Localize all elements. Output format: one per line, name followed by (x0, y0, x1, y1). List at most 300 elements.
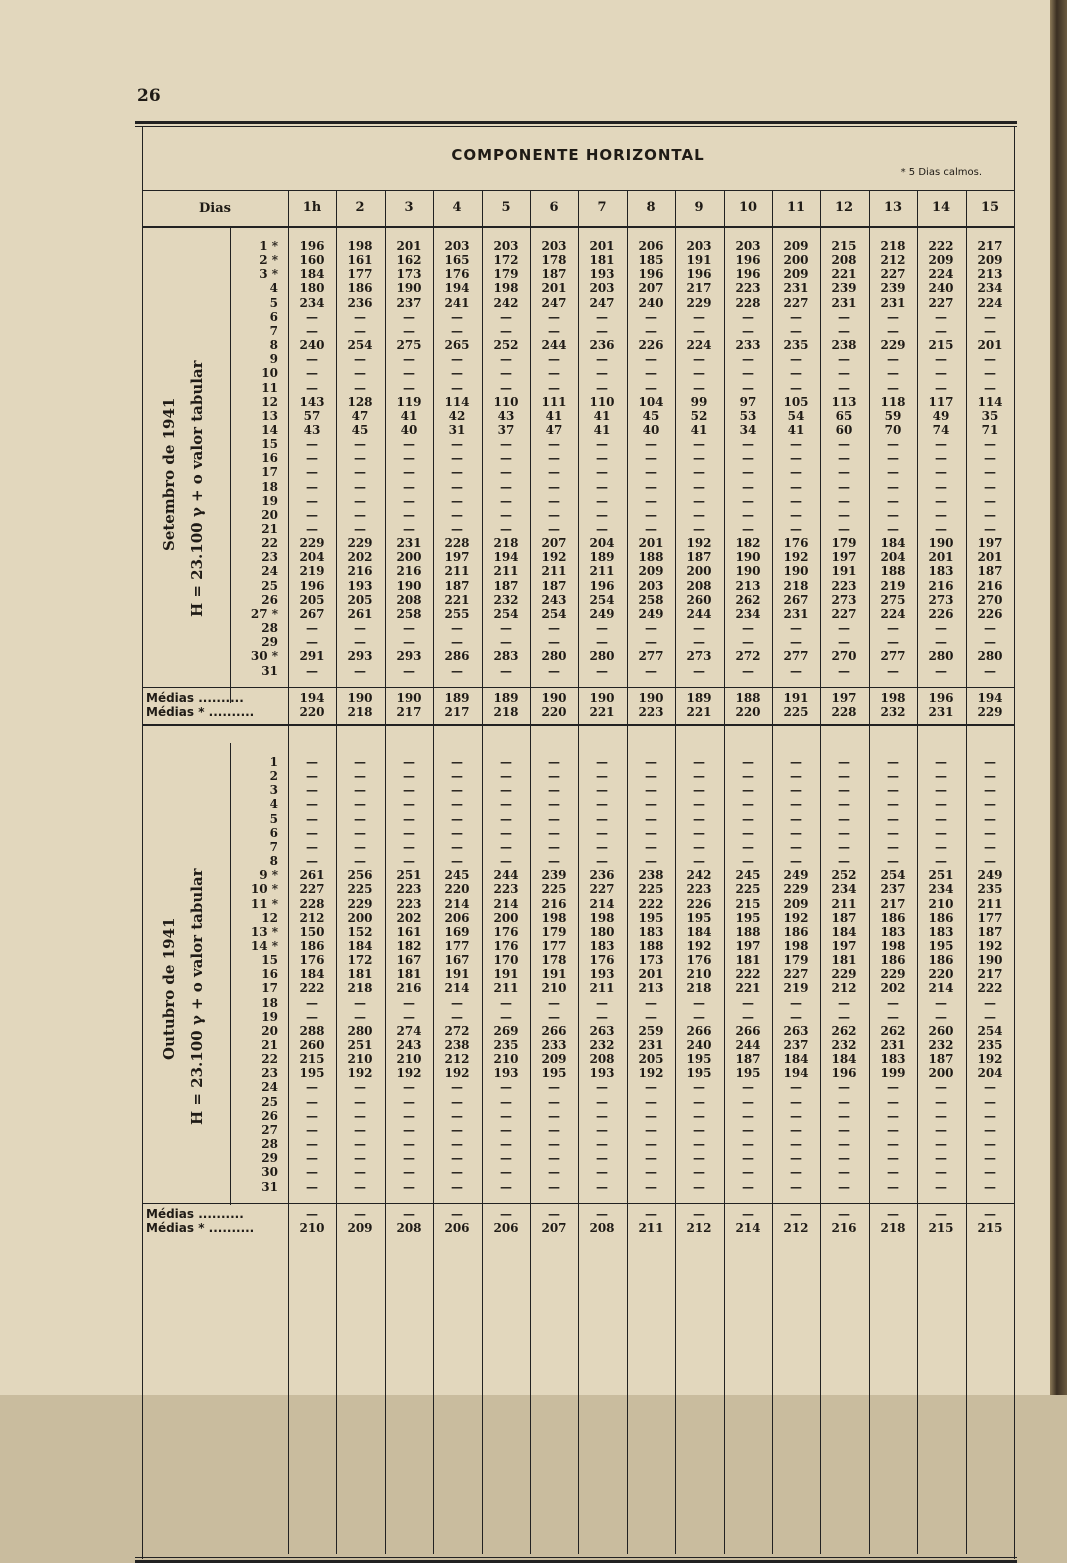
table-cell: — (548, 1151, 560, 1166)
table-cell: — (742, 854, 754, 869)
table-cell: — (790, 635, 802, 650)
table-cell: — (354, 1094, 366, 1109)
table-cell: 203 (493, 239, 519, 253)
table-cell: 196 (299, 578, 325, 593)
table-cell: 195 (686, 1066, 712, 1081)
table-cell: 183 (880, 924, 906, 939)
table-cell: 170 (493, 953, 519, 968)
table-cell: — (645, 507, 657, 522)
table-cell: — (742, 309, 754, 324)
table-cell: — (306, 1122, 318, 1137)
table-cell: 210 (493, 1052, 519, 1067)
table-cell: — (596, 522, 608, 536)
table-cell: 208 (589, 1052, 615, 1067)
table-cell: 172 (493, 253, 519, 268)
table-cell: 216 (541, 896, 567, 911)
table-cell: — (838, 1165, 850, 1180)
table-cell: 182 (735, 536, 761, 551)
table-cell: 267 (783, 592, 809, 607)
medias-calm-label: Médias * .......... (146, 1220, 255, 1235)
table-cell: 244 (686, 606, 712, 621)
table-cell: — (984, 1151, 996, 1166)
table-cell: 71 (981, 422, 999, 437)
medias-calm-cell: 215 (977, 1220, 1003, 1235)
table-cell: — (403, 1094, 415, 1109)
table-cell: — (306, 1108, 318, 1123)
section-month-title: Setembro de 1941 (160, 397, 178, 551)
table-cell: — (451, 493, 463, 508)
table-cell: 186 (880, 910, 906, 925)
table-cell: 211 (589, 981, 615, 996)
table-cell: 216 (396, 564, 422, 579)
table-cell: 181 (589, 253, 615, 268)
medias-cell: — (693, 1206, 705, 1221)
table-cell: — (693, 1080, 705, 1095)
table-cell: 249 (589, 606, 615, 621)
table-cell: — (935, 1151, 947, 1166)
table-cell: — (354, 839, 366, 854)
table-cell: 227 (928, 295, 954, 310)
table-cell: — (500, 797, 512, 812)
table-cell: 190 (396, 281, 422, 296)
table-cell: 229 (347, 896, 373, 911)
table-cell: 195 (735, 910, 761, 925)
day-label: 12 (261, 394, 278, 409)
table-cell: — (596, 1094, 608, 1109)
table-cell: — (984, 309, 996, 324)
table-cell: — (306, 1151, 318, 1166)
table-cell: — (451, 783, 463, 798)
table-cell: 222 (977, 981, 1003, 996)
medias-calm-cell: 212 (783, 1220, 809, 1235)
table-cell: 191 (686, 253, 712, 268)
table-cell: 212 (444, 1052, 470, 1067)
table-cell: — (596, 507, 608, 522)
column-divider (336, 191, 337, 1554)
table-cell: 41 (690, 422, 708, 437)
table-cell: — (838, 1080, 850, 1095)
table-cell: — (645, 1009, 657, 1024)
table-cell: 183 (880, 1052, 906, 1067)
table-cell: — (306, 854, 318, 869)
table-cell: 280 (589, 649, 615, 664)
table-cell: — (742, 479, 754, 494)
table-cell: 254 (589, 592, 615, 607)
day-label: 27 * (250, 606, 278, 621)
table-cell: 201 (638, 967, 664, 982)
table-cell: 235 (977, 882, 1003, 897)
medias-calm-cell: 229 (977, 704, 1003, 719)
table-cell: — (500, 309, 512, 324)
table-cell: 192 (444, 1066, 470, 1081)
table-cell: 267 (299, 606, 325, 621)
table-cell: 270 (831, 649, 857, 664)
table-cell: 176 (493, 924, 519, 939)
table-cell: — (984, 797, 996, 812)
table-cell: — (742, 1094, 754, 1109)
table-cell: 192 (347, 1066, 373, 1081)
table-cell: — (306, 783, 318, 798)
column-divider (530, 191, 531, 1554)
table-cell: 212 (299, 910, 325, 925)
table-cell: — (693, 309, 705, 324)
table-cell: 211 (493, 981, 519, 996)
table-cell: 215 (735, 896, 761, 911)
table-cell: 181 (396, 967, 422, 982)
table-cell: 173 (396, 267, 422, 282)
table-cell: — (645, 437, 657, 452)
table-cell: 205 (638, 1052, 664, 1067)
table-cell: — (790, 1122, 802, 1137)
day-label: 21 (261, 522, 278, 536)
table-cell: — (742, 1151, 754, 1166)
table-cell: — (354, 635, 366, 650)
table-cell: 183 (928, 924, 954, 939)
table-cell: 254 (493, 606, 519, 621)
table-cell: — (887, 380, 899, 395)
table-cell: — (403, 437, 415, 452)
table-cell: 191 (541, 967, 567, 982)
table-cell: — (500, 769, 512, 784)
table-cell: — (935, 755, 947, 769)
table-cell: 240 (928, 281, 954, 296)
table-cell: — (403, 663, 415, 678)
table-cell: — (742, 1165, 754, 1180)
day-label: 26 (261, 1108, 278, 1123)
table-cell: — (500, 663, 512, 678)
table-cell: — (693, 323, 705, 338)
table-cell: — (596, 1108, 608, 1123)
table-cell: — (403, 1009, 415, 1024)
day-label: 3 (269, 783, 278, 798)
table-cell: — (887, 854, 899, 869)
table-cell: — (451, 522, 463, 536)
table-cell: — (790, 663, 802, 678)
dias-header: Dias (199, 201, 231, 216)
table-cell: 219 (299, 564, 325, 579)
table-cell: — (935, 797, 947, 812)
table-cell: 206 (638, 239, 664, 253)
table-cell: — (451, 621, 463, 636)
table-cell: 245 (444, 868, 470, 883)
table-cell: 223 (831, 578, 857, 593)
table-cell: — (838, 995, 850, 1010)
table-cell: 128 (347, 394, 373, 409)
table-cell: 197 (831, 938, 857, 953)
table-cell: — (838, 1137, 850, 1152)
table-cell: — (451, 1179, 463, 1194)
medias-cell: 190 (396, 690, 422, 705)
table-cell: 181 (347, 967, 373, 982)
table-cell: — (838, 493, 850, 508)
table-cell: — (354, 663, 366, 678)
table-cell: — (500, 621, 512, 636)
table-cell: — (984, 783, 996, 798)
table-cell: 201 (396, 239, 422, 253)
table-cell: — (887, 811, 899, 826)
right-border (1014, 126, 1015, 1559)
day-label: 1 (269, 755, 278, 769)
table-cell: — (742, 825, 754, 840)
table-cell: 226 (686, 896, 712, 911)
table-cell: 187 (977, 564, 1003, 579)
column-divider (966, 191, 967, 1554)
table-cell: 192 (638, 1066, 664, 1081)
table-cell: — (742, 522, 754, 536)
table-cell: — (451, 1108, 463, 1123)
table-cell: — (693, 507, 705, 522)
table-cell: — (838, 507, 850, 522)
table-cell: 203 (589, 281, 615, 296)
medias-label: Médias .......... (146, 690, 244, 705)
table-cell: — (693, 366, 705, 381)
day-label: 28 (261, 621, 278, 636)
table-cell: 215 (928, 338, 954, 353)
table-cell: — (887, 635, 899, 650)
table-cell: 218 (783, 578, 809, 593)
table-cell: — (742, 783, 754, 798)
table-cell: — (645, 783, 657, 798)
column-divider (482, 191, 483, 1554)
table-cell: 260 (686, 592, 712, 607)
table-cell: — (500, 1080, 512, 1095)
table-cell: — (838, 663, 850, 678)
day-label: 19 (261, 493, 278, 508)
table-cell: 262 (880, 1023, 906, 1038)
table-cell: — (887, 1108, 899, 1123)
table-cell: 223 (396, 896, 422, 911)
table-cell: — (596, 437, 608, 452)
table-cell: 258 (638, 592, 664, 607)
table-cell: 223 (735, 281, 761, 296)
table-cell: 251 (347, 1038, 373, 1052)
day-label: 26 (261, 592, 278, 607)
table-cell: — (306, 493, 318, 508)
table-cell: — (693, 352, 705, 367)
table-cell: 213 (977, 267, 1003, 282)
table-cell: — (548, 811, 560, 826)
table-cell: 192 (977, 938, 1003, 953)
table-cell: 226 (977, 606, 1003, 621)
table-cell: 117 (928, 394, 954, 409)
table-cell: 200 (928, 1066, 954, 1081)
table-cell: — (548, 663, 560, 678)
table-cell: 186 (783, 924, 809, 939)
column-divider (288, 191, 289, 1554)
table-cell: — (790, 1137, 802, 1152)
table-cell: 178 (541, 953, 567, 968)
table-cell: — (403, 465, 415, 480)
table-cell: — (935, 437, 947, 452)
table-cell: — (306, 352, 318, 367)
day-label: 5 (269, 295, 278, 310)
table-cell: 233 (735, 338, 761, 353)
table-cell: — (887, 451, 899, 466)
table-cell: — (790, 755, 802, 769)
table-cell: — (693, 1122, 705, 1137)
table-cell: — (403, 1165, 415, 1180)
table-cell: — (645, 1080, 657, 1095)
table-cell: 211 (444, 564, 470, 579)
table-cell: — (935, 1137, 947, 1152)
day-label: 6 (269, 309, 278, 324)
table-cell: 183 (928, 564, 954, 579)
medias-calm-cell: 206 (493, 1220, 519, 1235)
table-cell: — (742, 635, 754, 650)
table-cell: — (306, 451, 318, 466)
table-cell: 118 (880, 394, 906, 409)
table-cell: — (984, 493, 996, 508)
table-cell: 249 (638, 606, 664, 621)
day-label: 9 (269, 352, 278, 367)
table-cell: 229 (347, 536, 373, 551)
day-label: 16 (261, 967, 278, 982)
table-cell: — (451, 380, 463, 395)
table-cell: 239 (541, 868, 567, 883)
table-cell: — (548, 465, 560, 480)
table-cell: 259 (638, 1023, 664, 1038)
table-cell: 231 (638, 1038, 664, 1052)
table-cell: — (403, 797, 415, 812)
table-cell: — (887, 479, 899, 494)
table-cell: — (693, 797, 705, 812)
table-cell: 198 (589, 910, 615, 925)
table-cell: 194 (444, 281, 470, 296)
day-label: 3 * (259, 267, 278, 282)
table-cell: — (645, 839, 657, 854)
table-cell: — (354, 1108, 366, 1123)
table-cell: 167 (444, 953, 470, 968)
table-cell: — (548, 769, 560, 784)
table-cell: 217 (880, 896, 906, 911)
table-cell: — (984, 1080, 996, 1095)
table-cell: — (887, 352, 899, 367)
table-cell: — (354, 479, 366, 494)
table-cell: — (596, 769, 608, 784)
table-cell: 237 (396, 295, 422, 310)
table-cell: 220 (444, 882, 470, 897)
medias-calm-cell: 206 (444, 1220, 470, 1235)
column-divider (675, 191, 676, 1554)
table-cell: 261 (299, 868, 325, 883)
table-cell: — (596, 854, 608, 869)
table-cell: 211 (493, 564, 519, 579)
table-cell: 241 (444, 295, 470, 310)
table-cell: 238 (444, 1038, 470, 1052)
table-cell: — (742, 507, 754, 522)
table-cell: 221 (444, 592, 470, 607)
day-label: 28 (261, 1137, 278, 1152)
table-cell: — (451, 811, 463, 826)
table-cell: — (935, 635, 947, 650)
table-cell: 177 (541, 938, 567, 953)
table-cell: — (887, 755, 899, 769)
table-cell: — (596, 1080, 608, 1095)
table-cell: 41 (545, 408, 563, 423)
medias-label: Médias .......... (146, 1206, 244, 1221)
bottom-rule (135, 1557, 1017, 1558)
table-cell: 216 (347, 564, 373, 579)
table-cell: 275 (396, 338, 422, 353)
table-cell: — (354, 811, 366, 826)
table-cell: — (500, 323, 512, 338)
table-cell: 152 (347, 924, 373, 939)
medias-cell: — (645, 1206, 657, 1221)
table-cell: 176 (299, 953, 325, 968)
table-cell: 249 (783, 868, 809, 883)
table-cell: 223 (493, 882, 519, 897)
table-cell: 227 (299, 882, 325, 897)
table-cell: — (548, 839, 560, 854)
table-cell: — (596, 465, 608, 480)
table-cell: 280 (928, 649, 954, 664)
table-cell: 224 (880, 606, 906, 621)
day-label: 2 (269, 769, 278, 784)
column-divider (917, 191, 918, 1554)
table-cell: — (451, 451, 463, 466)
table-cell: — (306, 465, 318, 480)
table-cell: — (693, 437, 705, 452)
medias-cell: — (838, 1206, 850, 1221)
table-cell: — (354, 493, 366, 508)
table-cell: — (838, 352, 850, 367)
table-cell: — (790, 309, 802, 324)
table-cell: — (451, 663, 463, 678)
table-cell: — (596, 479, 608, 494)
table-cell: 194 (783, 1066, 809, 1081)
table-cell: — (790, 825, 802, 840)
table-cell: 195 (735, 1066, 761, 1081)
table-cell: — (403, 1137, 415, 1152)
medias-calm-cell: 216 (831, 1220, 857, 1235)
table-cell: — (403, 1151, 415, 1166)
table-cell: 209 (541, 1052, 567, 1067)
table-cell: — (403, 621, 415, 636)
table-cell: — (693, 635, 705, 650)
day-label: 27 (261, 1122, 278, 1137)
table-cell: 217 (977, 967, 1003, 982)
medias-calm-cell: 221 (589, 704, 615, 719)
table-cell: — (790, 1080, 802, 1095)
table-cell: 266 (735, 1023, 761, 1038)
table-cell: — (451, 1137, 463, 1152)
table-cell: — (790, 323, 802, 338)
table-cell: — (790, 783, 802, 798)
table-cell: 111 (541, 394, 567, 409)
table-cell: 227 (831, 606, 857, 621)
table-cell: — (838, 797, 850, 812)
table-cell: — (935, 1009, 947, 1024)
table-cell: — (984, 995, 996, 1010)
table-cell: 65 (835, 408, 853, 423)
table-cell: 214 (493, 896, 519, 911)
table-cell: 187 (541, 578, 567, 593)
table-cell: 176 (589, 953, 615, 968)
hour-header: 2 (355, 200, 365, 215)
medias-calm-cell: 208 (396, 1220, 422, 1235)
table-cell: — (403, 309, 415, 324)
label-divider (230, 743, 231, 1205)
table-cell: 203 (735, 239, 761, 253)
table-cell: — (645, 825, 657, 840)
table-cell: 221 (735, 981, 761, 996)
table-cell: 210 (396, 1052, 422, 1067)
medias-cell: 188 (735, 690, 761, 705)
table-cell: — (887, 366, 899, 381)
table-cell: — (403, 811, 415, 826)
table-cell: — (693, 451, 705, 466)
table-cell: — (935, 769, 947, 784)
